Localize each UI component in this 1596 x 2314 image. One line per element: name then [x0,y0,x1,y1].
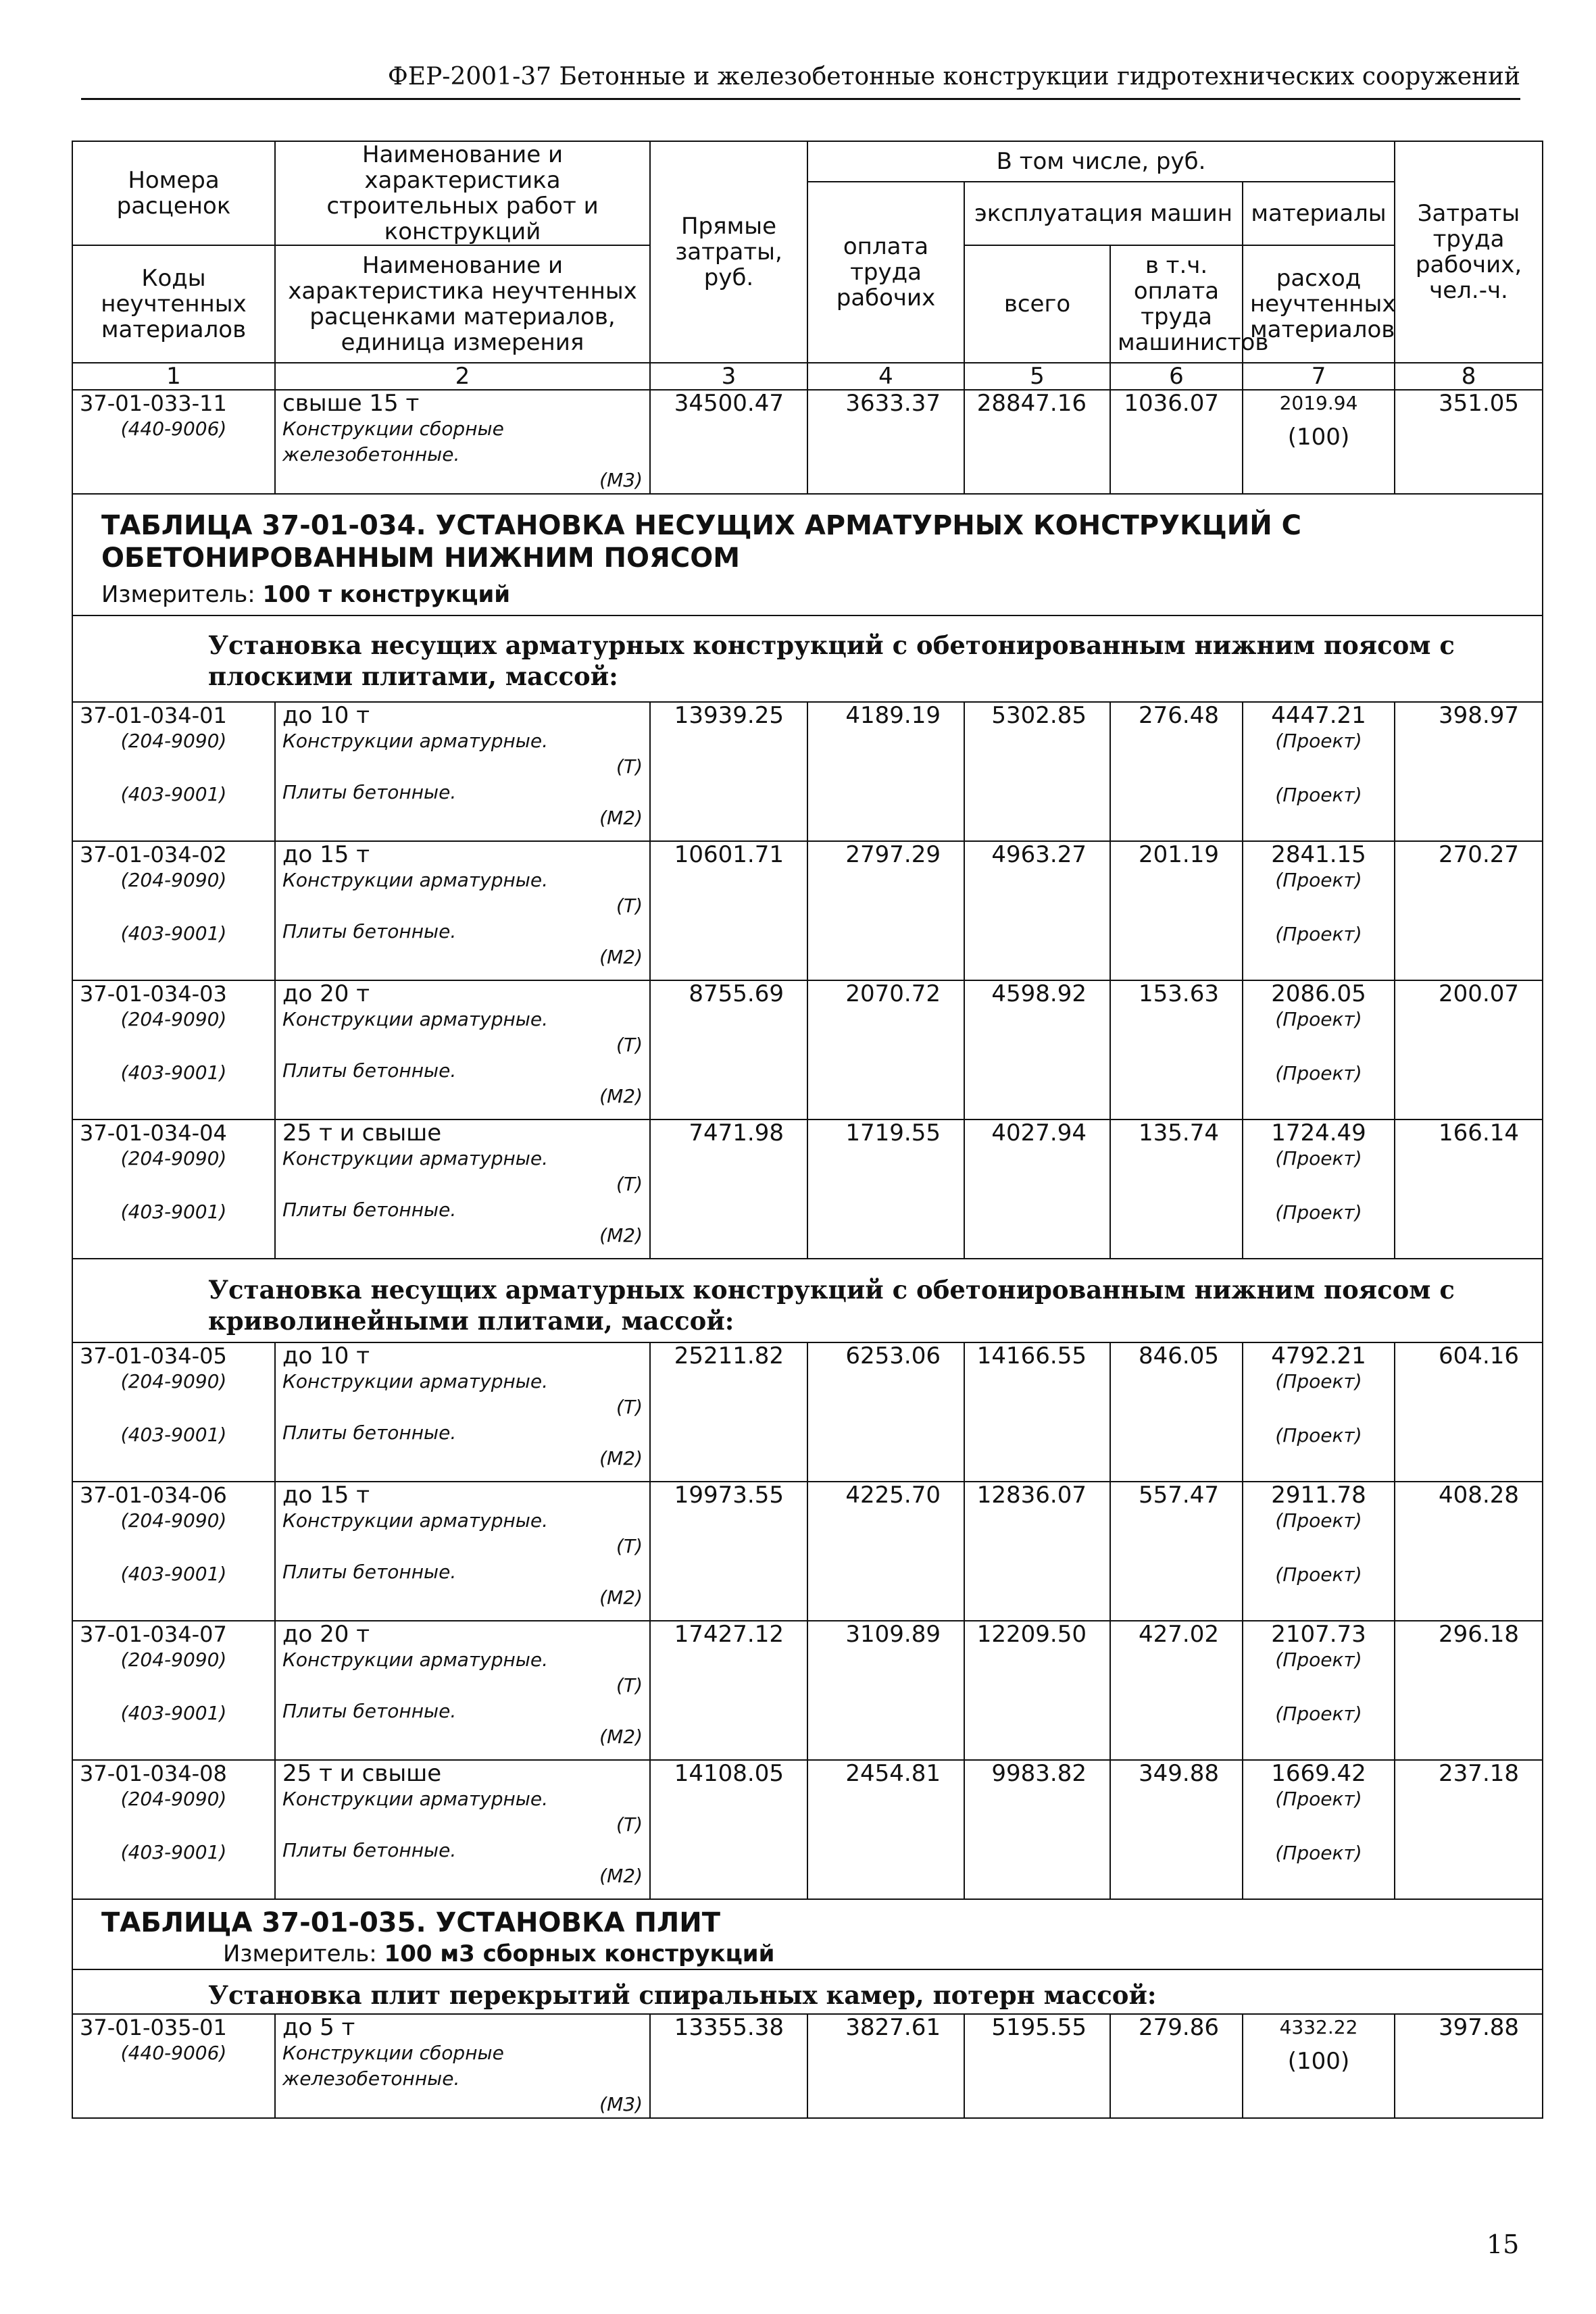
material-unit: (М2) [599,1726,643,1748]
table-row [72,1621,1543,1760]
material-unit: (Т) [616,895,643,917]
wages: 4189.19 [807,702,964,841]
material-name: Плиты бетонные. [282,1422,457,1444]
material-name: Плиты бетонные. [282,1059,457,1082]
col-number-5: 5 [964,363,1110,390]
material-unit: (Т) [616,1396,643,1418]
material-name: Конструкции арматурные. [282,1008,549,1030]
material-use: (Проект) [1275,1649,1362,1671]
material-unit: (Т) [616,1535,643,1557]
rate-code: 37-01-034-01 [80,703,227,728]
material-use: (Проект) [1275,869,1362,891]
table-row [72,1760,1543,1899]
col-work-name-header: Наименование и характеристика строительных работ и конструкций [275,141,650,245]
table-row [72,702,1543,841]
labor-hours: 200.07 [1395,980,1543,1120]
col-number-2: 2 [275,363,650,390]
material-name: Конструкции арматурные. [282,869,549,891]
material-unit: (М2) [599,1586,643,1609]
rate-code: 37-01-034-06 [80,1482,227,1508]
labor-hours: 408.28 [1395,1482,1543,1621]
table-row [72,980,1543,1120]
materials-value: 2911.78 [1271,1482,1366,1509]
machines-total: 4963.27 [964,841,1110,980]
wages: 3109.89 [807,1621,964,1760]
direct-costs: 8755.69 [650,980,807,1120]
section-heading-flat-plates: Установка несущих арматурных конструкций с обетонированным нижним поясом с плоскими плитами, массой: [208,630,1455,691]
wages: 3633.37 [807,390,964,494]
col-operators-wages-header: в т.ч. оплата труда машинистов [1110,245,1243,363]
rate-code: 37-01-034-07 [80,1621,227,1647]
material-code: (403-9001) [120,1424,227,1446]
incl-header: В том числе, руб. [807,141,1395,182]
material-unit: (Т) [616,1173,643,1195]
machines-total: 28847.16 [964,390,1110,494]
material-name: Конструкции сборные железобетонные. [282,2042,504,2090]
material-code: (403-9001) [120,1563,227,1585]
material-code: (204-9090) [120,1509,227,1532]
machines-total: 4598.92 [964,980,1110,1120]
direct-costs: 34500.47 [650,390,807,494]
material-code: (204-9090) [120,1008,227,1030]
wages: 6253.06 [807,1342,964,1482]
work-name: до 15 т [282,1482,370,1509]
material-unit: (М2) [599,1447,643,1469]
labor-hours: 237.18 [1395,1760,1543,1899]
col-number-6: 6 [1110,363,1243,390]
operators-wages: 276.48 [1110,702,1243,841]
wages: 2070.72 [807,980,964,1120]
material-code: (403-9001) [120,1841,227,1863]
direct-costs: 25211.82 [650,1342,807,1482]
table-034-title: ТАБЛИЦА 37-01-034. УСТАНОВКА НЕСУЩИХ АРМАТУРНЫХ КОНСТРУКЦИЙ С ОБЕТОНИРОВАННЫМ НИЖНИМ ПОЯСОМ [101,510,1301,574]
work-name: до 20 т [282,980,370,1007]
work-name: 25 т и свыше [282,1760,442,1787]
material-name: Плиты бетонные. [282,1199,457,1221]
operators-wages: 349.88 [1110,1760,1243,1899]
col-machines-total-header: всего [964,245,1110,363]
material-code: (204-9090) [120,730,227,752]
material-code: (440-9006) [120,2042,227,2064]
material-unit: (М2) [599,1865,643,1887]
material-name: Плиты бетонные. [282,1700,457,1722]
material-use: (Проект) [1275,1563,1362,1586]
material-name: Конструкции арматурные. [282,1788,549,1810]
labor-hours: 397.88 [1395,2014,1543,2118]
col-material-use-header: расход неучтенных материалов [1243,245,1395,363]
labor-hours: 270.27 [1395,841,1543,980]
material-unit: (М3) [599,469,643,491]
material-name: Плиты бетонные. [282,1561,457,1583]
materials-value: 2086.05 [1271,980,1366,1007]
rate-code: 37-01-034-08 [80,1761,227,1786]
work-name: свыше 15 т [282,390,420,417]
wages: 2797.29 [807,841,964,980]
page-header: ФЕР-2001-37 Бетонные и железобетонные конструкции гидротехнических сооружений [387,63,1520,91]
material-name: Плиты бетонные. [282,781,457,803]
material-name: Конструкции сборные железобетонные. [282,418,504,466]
direct-costs: 13939.25 [650,702,807,841]
material-code: (403-9001) [120,1201,227,1223]
material-use: (100) [1287,2048,1350,2075]
material-name: Конструкции арматурные. [282,1649,549,1671]
col-wages-header: оплата труда рабочих [807,182,964,363]
col-number-7: 7 [1243,363,1395,390]
material-code: (403-9001) [120,1061,227,1084]
direct-costs: 7471.98 [650,1120,807,1259]
labor-hours: 604.16 [1395,1342,1543,1482]
rate-code: 37-01-034-04 [80,1120,227,1146]
material-unit: (М2) [599,807,643,829]
wages: 1719.55 [807,1120,964,1259]
wages: 2454.81 [807,1760,964,1899]
machines-header: эксплуатация машин [964,182,1243,245]
material-use: (Проект) [1275,1424,1362,1447]
material-use: (Проект) [1275,1008,1362,1030]
operators-wages: 557.47 [1110,1482,1243,1621]
work-name: до 10 т [282,702,370,729]
direct-costs: 19973.55 [650,1482,807,1621]
operators-wages: 135.74 [1110,1120,1243,1259]
labor-hours: 296.18 [1395,1621,1543,1760]
material-use: (Проект) [1275,1842,1362,1864]
table-035-title: ТАБЛИЦА 37-01-035. УСТАНОВКА ПЛИТ [101,1907,721,1938]
materials-value: 4792.21 [1271,1342,1366,1369]
material-use: (100) [1287,424,1350,451]
materials-value: 4447.21 [1271,702,1366,729]
material-use: (Проект) [1275,784,1362,806]
measure-label: Измеритель: [101,581,255,608]
machines-total: 5195.55 [964,2014,1110,2118]
rate-code: 37-01-034-02 [80,842,227,867]
wages: 3827.61 [807,2014,964,2118]
material-use: (Проект) [1275,923,1362,945]
work-name: до 10 т [282,1342,370,1369]
materials-value: 2841.15 [1271,841,1366,868]
material-unit: (М2) [599,1085,643,1107]
table-row [72,2014,1543,2118]
materials-value: 1724.49 [1271,1120,1366,1147]
material-code: (204-9090) [120,1649,227,1671]
col-material-name-header: Наименование и характеристика неучтенных расценками материалов, единица измерения [275,245,650,363]
machines-total: 14166.55 [964,1342,1110,1482]
col-direct-costs-header: Прямые затраты, руб. [650,141,807,363]
header-rule [81,98,1520,100]
material-unit: (М3) [599,2093,643,2115]
operators-wages: 279.86 [1110,2014,1243,2118]
material-use: (Проект) [1275,1201,1362,1224]
operators-wages: 153.63 [1110,980,1243,1120]
material-name: Конструкции арматурные. [282,1509,549,1532]
machines-total: 12836.07 [964,1482,1110,1621]
material-name: Конструкции арматурные. [282,730,549,752]
page-number: 15 [1487,2230,1520,2259]
material-code: (204-9090) [120,1788,227,1810]
direct-costs: 10601.71 [650,841,807,980]
machines-total: 9983.82 [964,1760,1110,1899]
table-row [72,1120,1543,1259]
table-row [72,1342,1543,1482]
operators-wages: 846.05 [1110,1342,1243,1482]
materials-value: 1669.42 [1271,1760,1366,1787]
material-code: (403-9001) [120,922,227,945]
material-unit: (Т) [616,1813,643,1836]
work-name: до 20 т [282,1621,370,1648]
materials-value: 2107.73 [1271,1621,1366,1648]
col-rate-numbers-header: Номера расценок [72,141,275,245]
section-heading-spiral-chambers: Установка плит перекрытий спиральных камер, потерн массой: [208,1980,1157,2010]
labor-hours: 351.05 [1395,390,1543,494]
materials-header: материалы [1243,182,1395,245]
material-code: (204-9090) [120,1370,227,1392]
material-use: (Проект) [1275,1370,1362,1392]
material-use: (Проект) [1275,730,1362,752]
material-code: (204-9090) [120,869,227,891]
material-use: (Проект) [1275,1788,1362,1810]
col-labor-hours-header: Затраты труда рабочих, чел.-ч. [1395,141,1543,363]
materials-value: 2019.94 [1279,392,1358,414]
machines-total: 5302.85 [964,702,1110,841]
material-unit: (М2) [599,1224,643,1247]
table-row [72,1482,1543,1621]
material-use: (Проект) [1275,1147,1362,1169]
section-heading-curved-plates: Установка несущих арматурных конструкций с обетонированным нижним поясом с криволинейными плитами, массой: [208,1275,1455,1336]
material-unit: (Т) [616,1034,643,1056]
material-code: (204-9090) [120,1147,227,1169]
rate-code: 37-01-033-11 [80,391,227,416]
material-name: Плиты бетонные. [282,1839,457,1861]
material-name: Конструкции арматурные. [282,1370,549,1392]
material-unit: (Т) [616,1674,643,1696]
material-name: Конструкции арматурные. [282,1147,549,1169]
material-code: (403-9001) [120,783,227,805]
col-number-8: 8 [1395,363,1543,390]
rate-code: 37-01-034-05 [80,1343,227,1369]
material-code: (440-9006) [120,418,227,440]
col-number-4: 4 [807,363,964,390]
machines-total: 4027.94 [964,1120,1110,1259]
operators-wages: 1036.07 [1110,390,1243,494]
wages: 4225.70 [807,1482,964,1621]
rate-code: 37-01-035-01 [80,2015,227,2040]
operators-wages: 427.02 [1110,1621,1243,1760]
material-name: Плиты бетонные. [282,920,457,942]
col-material-codes-header: Коды неучтенных материалов [72,245,275,363]
material-unit: (Т) [616,755,643,778]
measure-value: 100 т конструкций [262,581,511,608]
operators-wages: 201.19 [1110,841,1243,980]
material-code: (403-9001) [120,1702,227,1724]
material-use: (Проект) [1275,1703,1362,1725]
material-use: (Проект) [1275,1509,1362,1532]
labor-hours: 166.14 [1395,1120,1543,1259]
machines-total: 12209.50 [964,1621,1110,1760]
measure-label: Измеритель: [223,1940,377,1967]
rates-table [72,141,1543,2119]
labor-hours: 398.97 [1395,702,1543,841]
materials-value: 4332.22 [1279,2016,1358,2038]
table-row [72,841,1543,980]
measure-value: 100 м3 сборных конструкций [384,1940,775,1967]
work-name: 25 т и свыше [282,1120,442,1147]
work-name: до 15 т [282,841,370,868]
work-name: до 5 т [282,2014,355,2041]
direct-costs: 14108.05 [650,1760,807,1899]
direct-costs: 13355.38 [650,2014,807,2118]
table-row [72,390,1543,494]
direct-costs: 17427.12 [650,1621,807,1760]
material-use: (Проект) [1275,1062,1362,1084]
rate-code: 37-01-034-03 [80,981,227,1007]
col-number-1: 1 [72,363,275,390]
col-number-3: 3 [650,363,807,390]
material-unit: (М2) [599,946,643,968]
